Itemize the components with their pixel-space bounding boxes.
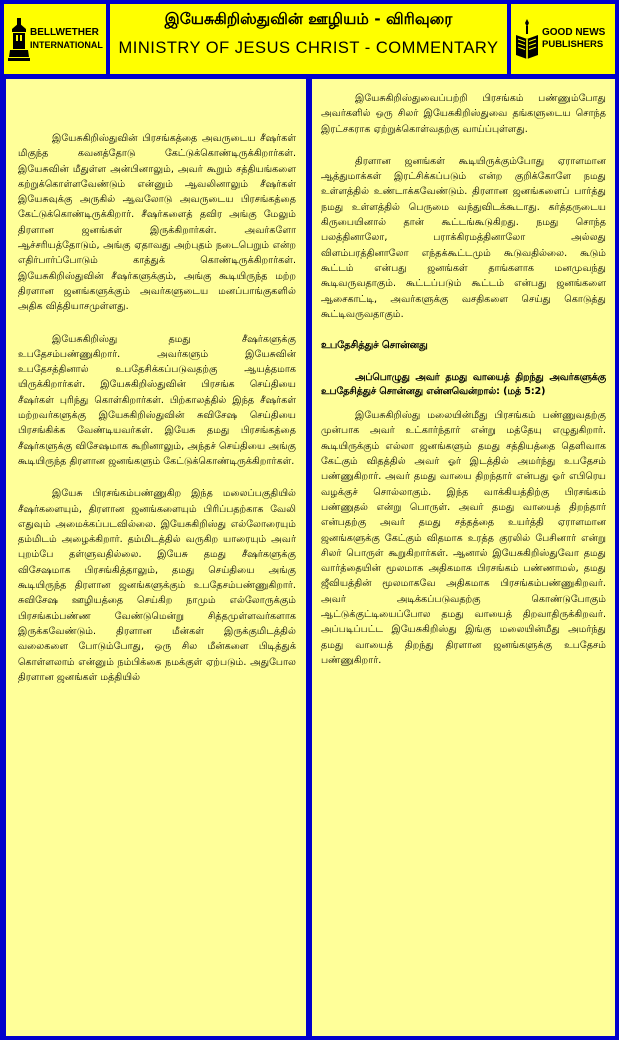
bellwether-icon bbox=[8, 17, 30, 61]
bellwether-logo-line1: BELLWETHER bbox=[30, 27, 99, 38]
good-news-logo-text bbox=[542, 27, 605, 51]
left-paragraph-2: இயேசுகிறிஸ்து தமது சீஷர்களுக்கு உபதேசம்பண்ணுகிறார். அவர்களும் இயேசுவின் உபதேசத்தினால் உபதேசிக்கப்படுவதற்கு ஆயத்தமாக யிருக்கிறார்கள். இயேசுகிறிஸ்துவின் பிரசங்க செய்தியை சீஷர்கள் புரிந்து கொள்கிறார்கள். பிற்காலத்தில் இந்த சீஷர்கள் மற்றவர்களுக்கு இயேசுகிறிஸ்துவின் சுவிசேஷ செய்தியை பிரசங்கிக்க வேண்டியவர்கள். இயேசு தமது பிரசங்கத்தை சீஷர்களுக்கு விசேஷமாக கூறினாலும், அந்தச் செய்தியை அங்கு கூடியிருந்த திரளான ஜனங்களும் கேட்டுக்கொண்டிருக்கிறார்கள். bbox=[18, 333, 296, 467]
left-paragraph-1: இயேசுகிறிஸ்துவின் பிரசங்கத்தை அவருடைய சீஷர்கள் மிகுந்த கவனத்தோடு கேட்டுக்கொண்டிருக்கிறார்கள். இயேசுவின் மீதுள்ள அன்பினாலும், அவர் கூறும் சத்தியங்களை கற்றுக்கொள்ளவேண்டும் என்னும் ஆவலினாலும் சீஷர்கள் இயேசுவுக்கு அருகில் ஆவலோடு அவருடைய பிரசங்கத்தை கேட்டுக்கொண்டிருக்கிறார். சீஷர்களைத் தவிர அங்கு மேலும் திரளான ஜனங்கள் இருக்கிறார்கள். அவர்களோ ஆச்சரியத்தோடும், அங்கு ஏதாவது அற்புதம் நடைபெறும் என்ற எதிர்பார்ப்போடும் காத்துக் கொண்டிருக்கிறார்கள். இயேசுகிறிஸ்துவின் சீஷர்களுக்கும், அங்கு கூடியிருந்த மற்ற திரளான ஜனங்களுக்கும் அவர்களுடைய மனப்பாங்குகளில் அதிக வித்தியாசமுள்ளது. bbox=[18, 133, 296, 313]
left-column bbox=[6, 79, 306, 1036]
section-heading: உபதேசித்துச் சொன்னது bbox=[321, 340, 428, 352]
bellwether-logo-text bbox=[30, 27, 103, 51]
right-paragraph-3: இயேசுகிறிஸ்து மலையின்மீது பிரசங்கம் பண்ணுவதற்கு முன்பாக அவர் உட்கார்ந்தார் என்று மத்தேயு எழுதுகிறார். கூடியிருக்கும் எல்லா ஜனங்களும் தமது சத்தியத்தை தெளிவாக கேட்கும் விதத்தில் அவர் ஓர் இடத்தில் அமர்ந்து உபதேசம் பண்ணுகிறார். அவர் தமது வாயை திறந்தார் என்பது ஓர் எபிரெய வழக்குச் சொல்லாகும். இந்த வாக்கியத்திற்கு பிரசங்கம் பண்ணுதல் என்று பொருள். அவர் தமது வாயைத் திறந்தார் என்பதற்கு அவர் தமது சத்தத்தை உயர்த்தி ஏராளமான ஜனங்களுக்கு கேட்கும் விதமாக உரத்த குரலில் பேசினார் என்று சிலர் பொருள் கூறுகிறார்கள். ஆனால் இயேசுகிறிஸ்துவோ தமது வார்த்தையின் மூலமாக அதிகமாக பிரசங்கம் பண்ணாமல், தமது ஜீவியத்தின் மூலமாகவே அதிகமாக பிரசங்கம்பண்ணுகிறவர். அவர் அடிக்கப்படுவதற்கு கொண்டுபோகும் ஆட்டுக்குட்டியைப்போல தமது வாயைத் திறவாதிருக்கிறவர். அப்படிப்பட்ட இயேசுகிறிஸ்து இங்கு மலையின்மீது அமர்ந்து தமது வாயைத் திறந்து திரளான ஜனங்களுக்கு உபதேசம் பண்ணுகிறார். bbox=[321, 410, 606, 666]
right-paragraph-1: இயேசுகிறிஸ்துவைப்பற்றி பிரசங்கம் பண்ணும்போது அவர்களில் ஒரு சிலர் இயேசுகிறிஸ்துவை தங்களுடைய சொந்த இரட்சகராக ஏற்றுக்கொள்வதற்கு வாய்ப்புள்ளது. bbox=[321, 93, 606, 135]
title-english: MINISTRY OF JESUS CHRIST - COMMENTARY bbox=[118, 39, 499, 57]
good-news-logo-line1: GOOD NEWS bbox=[542, 27, 606, 38]
left-paragraph-3: இயேசு பிரசங்கம்பண்ணுகிற இந்த மலைப்பகுதியில் சீஷர்களையும், திரளான ஜனங்களையும் பிரிப்பதற்காக வேலி எதுவும் அமைக்கப்படவில்லை. இயேசுகிறிஸ்து எல்லோரையும் தம்மிடம் அழைக்கிறார். தம்மிடத்தில் வருகிற யாரையும் அவர் புறம்பே தள்ளுவதில்லை. இயேசு தமது சீஷர்களுக்கு விசேஷமாக பிரசங்கித்தாலும், தமது செய்தியை அங்கு கூடியிருந்த திரளான ஜனங்களுக்கும் உபதேசம்பண்ணுகிறார். சுவிசேஷ ஊழியத்தை செய்கிற நாமும் எல்லோருக்கும் பிரசங்கம்பண்ண வேண்டுமென்று சித்தமுள்ளவர்களாக இருக்கவேண்டும். திரளான மீன்கள் இருக்குமிடத்தில் வலைகளை போடும்போது, ஒரு சில மீன்களை பிடித்துக் கொள்ளலாம் என்னும் நம்பிக்கை நமக்குள் ஏற்படும். அதுபோல திரளான ஜனங்கள் மத்தியில் bbox=[18, 488, 296, 683]
bellwether-logo-box bbox=[4, 4, 106, 74]
bellwether-logo-line2: INTERNATIONAL bbox=[30, 40, 103, 50]
right-column bbox=[312, 79, 615, 1036]
right-paragraph-2: திரளான ஜனங்கள் கூடியிருக்கும்போது ஏராளமான ஆத்துமாக்கள் இரட்சிக்கப்படும் என்ற குறிக்கோளே நமது உள்ளத்தில் உண்டாக்கவேண்டும். திரளான ஜனங்களைப் பார்த்து நமது உள்ளத்தில் பெருமை வந்துவிடக்கூடாது. கர்த்தருடைய கிருபையினால் தான் கூட்டங்கூடுகிறது. நமது சொந்த பலத்தினாலோ, பராக்கிரமத்தினாலோ அல்லது விளம்பரத்தினாலோ எந்தக்கூட்டமும் கூடுவதில்லை. கூடும் கூட்டம் என்பது ஜனங்கள் தாங்களாக மனமுவந்து கூடிவருவதாகும். கூட்டப்படும் கூட்டம் என்பது ஜனங்களை ஆசைகாட்டி, அவர்களுக்கு வசதிகளை செய்து கொடுத்து கூட்டிவருவதாகும். bbox=[321, 155, 606, 320]
title-box bbox=[110, 4, 507, 74]
title-tamil: இயேசுகிறிஸ்துவின் ஊழியம் - விரிவுரை bbox=[164, 10, 453, 28]
good-news-logo-box bbox=[511, 4, 615, 74]
good-news-logo-line2: PUBLISHERS bbox=[542, 39, 604, 50]
book-icon bbox=[515, 17, 539, 61]
scripture-quote: அப்பொழுது அவர் தமது வாயைத் திறந்து அவர்களுக்கு உபதேசித்துச் சொன்னது என்னவென்றால்: (மத் 5:2) bbox=[321, 372, 606, 397]
